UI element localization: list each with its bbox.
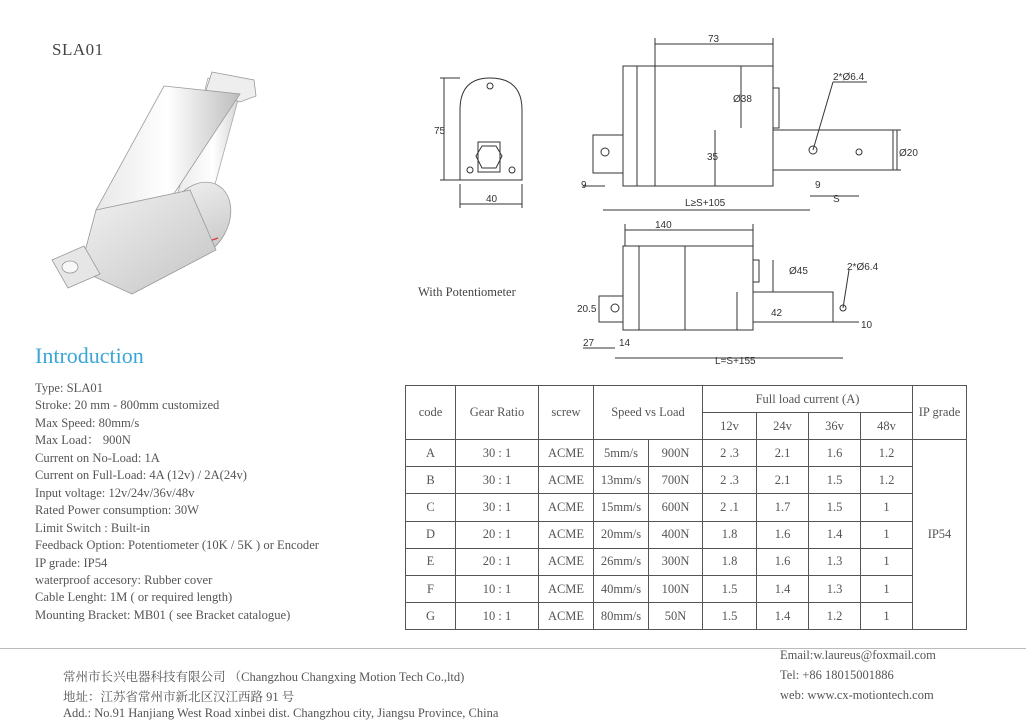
cell-gear: 30 : 1 xyxy=(456,494,539,521)
dim-hole-pot: 2*Ø6.4 xyxy=(847,262,879,273)
cell-code: E xyxy=(406,548,456,575)
dim-9-left: 9 xyxy=(581,180,587,191)
spec-item: Mounting Bracket: MB01 ( see Bracket catalogue) xyxy=(35,607,291,622)
cell-speed: 26mm/s xyxy=(594,548,649,575)
dim-40: 40 xyxy=(486,194,498,205)
dim-42: 42 xyxy=(771,308,783,319)
side-view-drawing xyxy=(575,30,935,215)
spec-item: Rated Power consumption: 30W xyxy=(35,503,200,518)
spec-item: IP grade: IP54 xyxy=(35,555,108,570)
dim-205: 20.5 xyxy=(577,304,597,315)
cell-ip: IP54 xyxy=(913,440,967,630)
cell-screw: ACME xyxy=(539,440,594,467)
cell-gear: 10 : 1 xyxy=(456,603,539,630)
cell-code: F xyxy=(406,575,456,602)
th-code: code xyxy=(406,386,456,440)
cell-c24: 1.4 xyxy=(757,603,809,630)
cell-screw: ACME xyxy=(539,548,594,575)
cell-speed: 40mm/s xyxy=(594,575,649,602)
cell-code: C xyxy=(406,494,456,521)
cell-c24: 1.4 xyxy=(757,575,809,602)
cell-c48: 1 xyxy=(861,521,913,548)
dim-hole: 2*Ø6.4 xyxy=(833,72,865,83)
footer-address-en: Add.: No.91 Hanjiang West Road xinbei dist. Changzhou city, Jiangsu Province, China xyxy=(63,706,499,720)
cell-speed: 5mm/s xyxy=(594,440,649,467)
cell-c12: 2 .1 xyxy=(703,494,757,521)
cell-code: B xyxy=(406,467,456,494)
cell-screw: ACME xyxy=(539,467,594,494)
footer-tel: Tel: +86 18015001886 xyxy=(780,668,894,682)
dim-73: 73 xyxy=(708,34,720,45)
cell-c48: 1 xyxy=(861,575,913,602)
table-row xyxy=(406,548,967,575)
cell-c24: 1.7 xyxy=(757,494,809,521)
spec-item: Current on Full-Load: 4A (12v) / 2A(24v) xyxy=(35,468,247,483)
th-12v: 12v xyxy=(703,413,757,440)
cell-c12: 1.5 xyxy=(703,603,757,630)
cell-gear: 20 : 1 xyxy=(456,521,539,548)
cell-speed: 80mm/s xyxy=(594,603,649,630)
dim-total: L≥S+105 xyxy=(685,198,726,209)
cell-gear: 10 : 1 xyxy=(456,575,539,602)
th-screw: screw xyxy=(539,386,594,440)
table-row xyxy=(406,575,967,602)
front-view-drawing xyxy=(430,72,540,212)
cell-c48: 1 xyxy=(861,548,913,575)
cell-c24: 2.1 xyxy=(757,440,809,467)
dim-75: 75 xyxy=(434,126,446,137)
th-speed-load: Speed vs Load xyxy=(594,386,703,440)
dim-10: 10 xyxy=(861,320,873,331)
spec-item: Limit Switch : Built-in xyxy=(35,520,151,535)
th-gear: Gear Ratio xyxy=(456,386,539,440)
spec-item: Max Load： 900N xyxy=(35,433,131,448)
cell-c36: 1.5 xyxy=(809,467,861,494)
cell-screw: ACME xyxy=(539,575,594,602)
pot-view-drawing xyxy=(575,218,879,368)
th-current: Full load current (A) xyxy=(703,386,913,413)
spec-item: Feedback Option: Potentiometer (10K / 5K ) or Encoder xyxy=(35,538,319,553)
th-ip: IP grade xyxy=(913,386,967,440)
table-row xyxy=(406,494,967,521)
cell-load: 900N xyxy=(649,440,703,467)
cell-gear: 30 : 1 xyxy=(456,467,539,494)
cell-c12: 1.8 xyxy=(703,521,757,548)
cell-load: 600N xyxy=(649,494,703,521)
cell-code: A xyxy=(406,440,456,467)
cell-screw: ACME xyxy=(539,603,594,630)
cell-c12: 2 .3 xyxy=(703,440,757,467)
cell-speed: 15mm/s xyxy=(594,494,649,521)
cell-c48: 1 xyxy=(861,603,913,630)
dim-rod: Ø20 xyxy=(899,148,918,159)
spec-item: Input voltage: 12v/24v/36v/48v xyxy=(35,485,195,500)
spec-list xyxy=(35,380,319,624)
footer-company: 常州市长兴电器科技有限公司 （Changzhou Changxing Motion Tech Co.,ltd) xyxy=(63,670,465,684)
dim-38: Ø38 xyxy=(733,94,752,105)
footer-address-cn: 地址：江苏省常州市新北区汉江西路 91 号 xyxy=(63,690,295,704)
cell-speed: 13mm/s xyxy=(594,467,649,494)
dim-s: S xyxy=(833,194,840,205)
cell-speed: 20mm/s xyxy=(594,521,649,548)
dim-14: 14 xyxy=(619,338,631,349)
dim-total-pot: L=S+155 xyxy=(715,356,756,367)
cell-screw: ACME xyxy=(539,521,594,548)
cell-c36: 1.5 xyxy=(809,494,861,521)
spec-table xyxy=(405,385,967,630)
cell-c12: 2 .3 xyxy=(703,467,757,494)
th-24v: 24v xyxy=(757,413,809,440)
dim-27: 27 xyxy=(583,338,595,349)
cell-c36: 1.3 xyxy=(809,548,861,575)
cell-c48: 1.2 xyxy=(861,467,913,494)
cell-c12: 1.5 xyxy=(703,575,757,602)
dim-35: 35 xyxy=(707,152,719,163)
footer-web: web: www.cx-motiontech.com xyxy=(780,688,934,702)
cell-gear: 20 : 1 xyxy=(456,548,539,575)
table-row xyxy=(406,603,967,630)
footer-email: Email:w.laureus@foxmail.com xyxy=(780,648,936,662)
spec-item: Stroke: 20 mm - 800mm customized xyxy=(35,398,220,413)
cell-c36: 1.6 xyxy=(809,440,861,467)
cell-c36: 1.4 xyxy=(809,521,861,548)
table-row xyxy=(406,521,967,548)
spec-item: waterproof accesory: Rubber cover xyxy=(35,572,213,587)
cell-gear: 30 : 1 xyxy=(456,440,539,467)
table-row xyxy=(406,467,967,494)
cell-load: 300N xyxy=(649,548,703,575)
dim-9-right: 9 xyxy=(815,180,821,191)
cell-code: D xyxy=(406,521,456,548)
cell-load: 50N xyxy=(649,603,703,630)
cell-c24: 2.1 xyxy=(757,467,809,494)
cell-load: 400N xyxy=(649,521,703,548)
spec-item: Type: SLA01 xyxy=(35,381,104,395)
spec-item: Cable Lenght: 1M ( or required length) xyxy=(35,590,233,605)
actuator-photo xyxy=(40,60,280,310)
cell-c48: 1 xyxy=(861,494,913,521)
cell-c24: 1.6 xyxy=(757,521,809,548)
spec-item: Max Speed: 80mm/s xyxy=(35,415,140,430)
cell-c36: 1.3 xyxy=(809,575,861,602)
table-row xyxy=(406,440,967,467)
cell-c12: 1.8 xyxy=(703,548,757,575)
dim-45: Ø45 xyxy=(789,266,808,277)
pot-label: With Potentiometer xyxy=(418,285,516,299)
cell-code: G xyxy=(406,603,456,630)
spec-item: Current on No-Load: 1A xyxy=(35,450,160,465)
cell-load: 100N xyxy=(649,575,703,602)
cell-c24: 1.6 xyxy=(757,548,809,575)
cell-load: 700N xyxy=(649,467,703,494)
cell-c48: 1.2 xyxy=(861,440,913,467)
th-48v: 48v xyxy=(861,413,913,440)
th-36v: 36v xyxy=(809,413,861,440)
dim-140: 140 xyxy=(655,220,672,231)
intro-title: Introduction xyxy=(35,343,144,368)
cell-screw: ACME xyxy=(539,494,594,521)
model-title: SLA01 xyxy=(52,40,104,59)
cell-c36: 1.2 xyxy=(809,603,861,630)
